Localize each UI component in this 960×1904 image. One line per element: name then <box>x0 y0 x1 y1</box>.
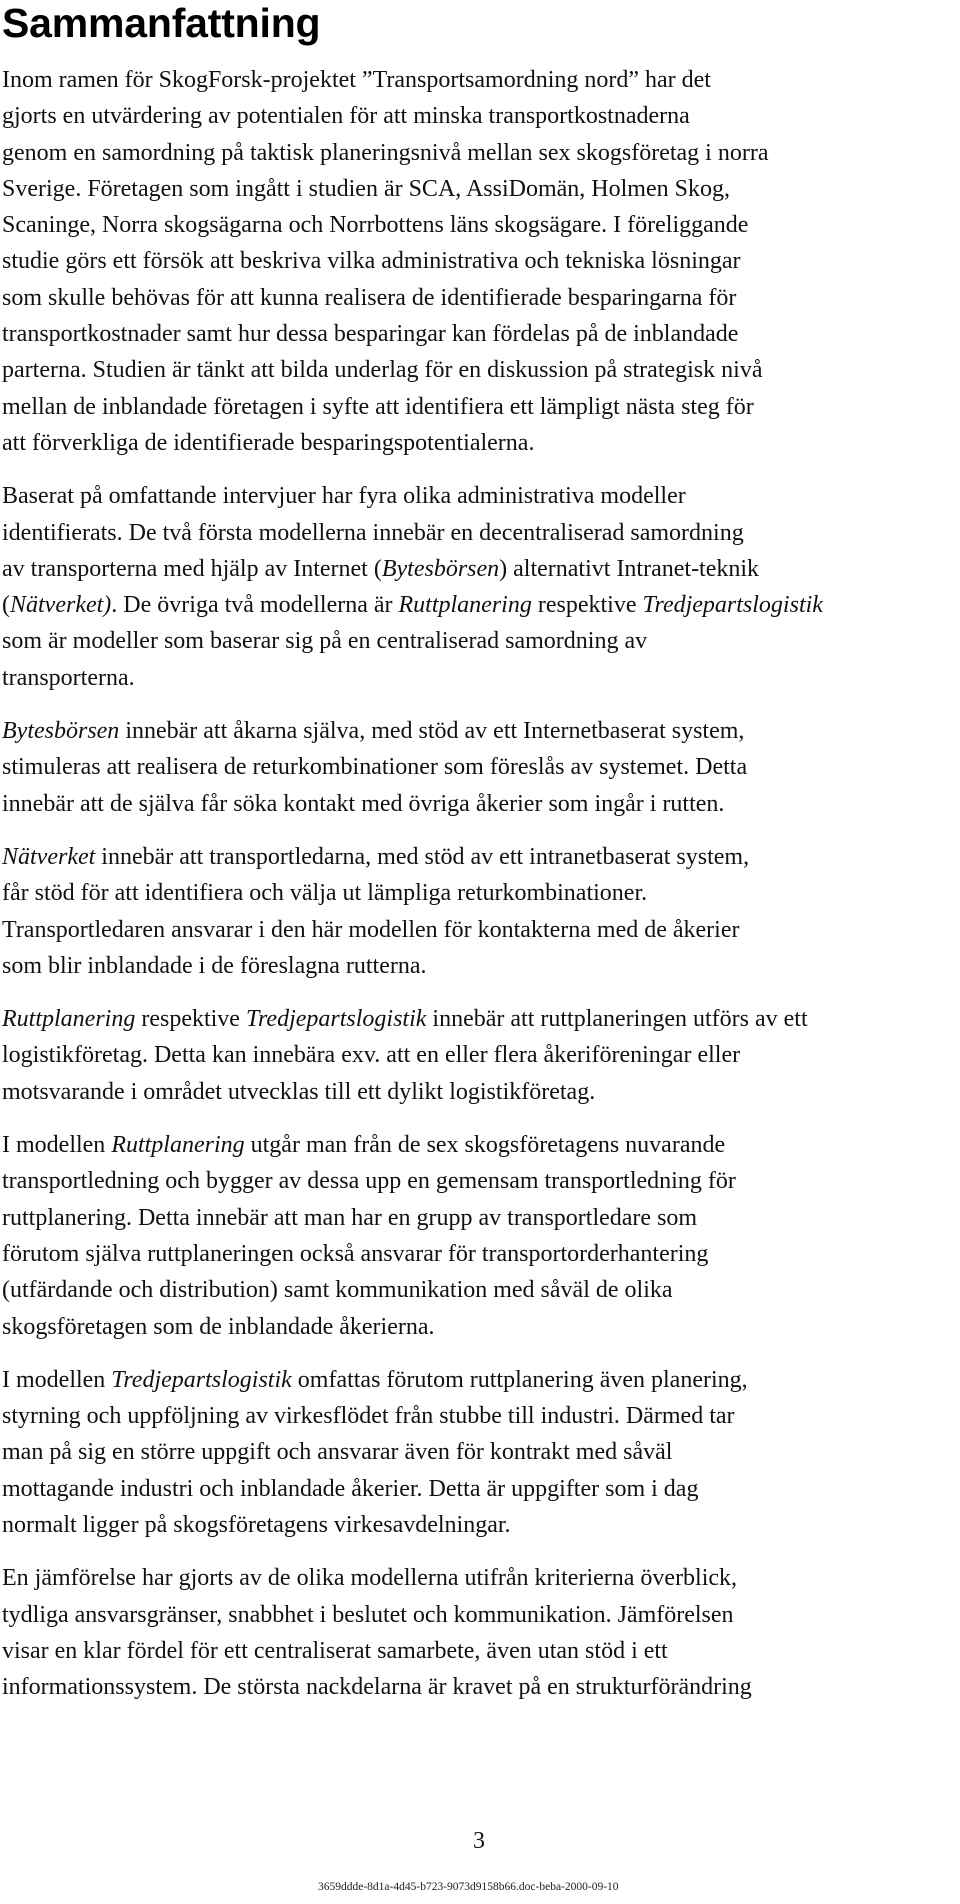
italic-term: Tredjepartslogistik <box>642 592 823 619</box>
italic-term: Bytesbörsen <box>381 555 500 582</box>
text-line <box>2 587 954 623</box>
text-line <box>2 135 954 171</box>
paragraph <box>2 1127 954 1345</box>
text-run: omfattas förutom ruttplanering även planering, <box>291 1366 748 1393</box>
text-line <box>2 660 954 696</box>
text-line <box>2 515 954 551</box>
text-line <box>2 1398 954 1434</box>
text-line <box>2 389 954 425</box>
text-line <box>2 1471 954 1507</box>
text-run: mottagande industri och inblandade åkerier. Detta är uppgifter som i dag <box>2 1475 699 1502</box>
text-run: informationssystem. De största nackdelarna är kravet på en strukturförändring <box>2 1674 752 1701</box>
text-line <box>2 1272 954 1308</box>
text-line <box>2 749 954 785</box>
text-line <box>2 1362 954 1398</box>
text-run: Inom ramen för SkogForsk-projektet ”Transportsamordning nord” har det <box>2 67 711 93</box>
text-run: transportkostnader samt hur dessa besparingar kan fördelas på de inblandade <box>2 321 739 348</box>
text-run: skogsföretagen som de inblandade åkerierna. <box>2 1313 435 1340</box>
text-run: stimuleras att realisera de returkombinationer som föreslås av systemet. Detta <box>2 754 748 781</box>
text-line <box>2 316 954 352</box>
text-line <box>2 62 954 98</box>
summary-body <box>2 62 954 1705</box>
text-line <box>2 352 954 388</box>
text-run: respektive <box>135 1006 246 1033</box>
italic-term: Ruttplanering <box>398 592 532 619</box>
text-run: styrning och uppföljning av virkesflödet från stubbe till industri. Därmed tar <box>2 1403 735 1430</box>
paragraph <box>2 713 954 822</box>
paragraph-gap <box>2 984 954 1001</box>
text-line <box>2 623 954 659</box>
text-run: gjorts en utvärdering av potentialen för att minska transportkostnaderna <box>2 103 690 130</box>
text-run: parterna. Studien är tänkt att bilda underlag för en diskussion på strategisk nivå <box>2 357 763 384</box>
text-line <box>2 280 954 316</box>
text-line <box>2 1200 954 1236</box>
text-line <box>2 1633 954 1669</box>
text-line <box>2 1236 954 1272</box>
italic-term: Ruttplanering <box>111 1132 245 1159</box>
paragraph <box>2 1001 954 1110</box>
text-run: . De övriga två modellerna är <box>111 592 399 619</box>
text-line <box>2 839 954 875</box>
text-run: identifierats. De två första modellerna innebär en decentraliserad samordning <box>2 519 744 546</box>
text-line <box>2 171 954 207</box>
text-run: som är modeller som baserar sig på en centraliserad samordning av <box>2 628 648 655</box>
text-run: transportledning och bygger av dessa upp en gemensam transportledning för <box>2 1168 736 1195</box>
paragraph-gap <box>2 696 954 713</box>
text-run: förutom själva ruttplaneringen också ansvarar för transportorderhantering <box>2 1240 709 1267</box>
paragraph <box>2 1560 954 1705</box>
text-run: mellan de inblandade företagen i syfte att identifiera ett lämpligt nästa steg för <box>2 393 754 420</box>
text-run: Scaninge, Norra skogsägarna och Norrbottens läns skogsägare. I föreliggande <box>2 212 749 239</box>
text-line <box>2 243 954 279</box>
paragraph-gap <box>2 1543 954 1560</box>
text-run: genom en samordning på taktisk planeringsnivå mellan sex skogsföretag i norra <box>2 139 769 166</box>
italic-term: Tredjepartslogistik <box>111 1366 292 1393</box>
text-line <box>2 912 954 948</box>
text-line <box>2 1669 954 1705</box>
text-run: ) alternativt Intranet-teknik <box>499 555 760 582</box>
text-run: tydliga ansvarsgränser, snabbhet i beslutet och kommunikation. Jämförelsen <box>2 1601 734 1628</box>
text-run: Baserat på omfattande intervjuer har fyra olika administrativa modeller <box>2 483 686 510</box>
text-run: transporterna. <box>2 664 135 691</box>
text-run: Sverige. Företagen som ingått i studien är SCA, AssiDomän, Holmen Skog, <box>2 175 730 202</box>
text-run: logistikföretag. Detta kan innebära exv. att en eller flera åkeriföreningar eller <box>2 1042 741 1069</box>
text-run: I modellen <box>2 1132 112 1159</box>
italic-term: Tredjepartslogistik <box>245 1006 427 1033</box>
text-line <box>2 1163 954 1199</box>
text-line <box>2 1001 954 1037</box>
text-run: att förverkliga de identifierade besparingspotentialerna. <box>2 429 535 456</box>
text-run: innebär att åkarna själva, med stöd av ett Internetbaserat system, <box>119 718 745 745</box>
text-run: man på sig en större uppgift och ansvarar även för kontrakt med såväl <box>2 1439 673 1466</box>
page-title: Sammanfattning <box>2 0 321 46</box>
text-run: studie görs ett försök att beskriva vilka administrativa och tekniska lösningar <box>2 248 741 275</box>
text-line <box>2 1309 954 1345</box>
paragraph-gap <box>2 1345 954 1362</box>
text-line <box>2 1507 954 1543</box>
text-run: motsvarande i området utvecklas till ett dylikt logistikföretag. <box>2 1078 596 1105</box>
text-run: normalt ligger på skogsföretagens virkesavdelningar. <box>2 1511 511 1538</box>
text-line <box>2 478 954 514</box>
text-run: visar en klar fördel för ett centraliserat samarbete, även utan stöd i ett <box>2 1637 668 1664</box>
text-line <box>2 786 954 822</box>
paragraph-gap <box>2 1110 954 1127</box>
text-line <box>2 1127 954 1163</box>
text-line <box>2 425 954 461</box>
page-number: 3 <box>473 1828 485 1854</box>
document-id: 3659ddde-8d1a-4d45-b723-9073d9158b66.doc-beba-2000-09-10 <box>318 1881 619 1893</box>
text-line <box>2 551 954 587</box>
paragraph <box>2 62 954 461</box>
text-line <box>2 948 954 984</box>
text-run: En jämförelse har gjorts av de olika modellerna utifrån kriterierna överblick, <box>2 1565 738 1592</box>
paragraph-gap <box>2 461 954 478</box>
text-line <box>2 713 954 749</box>
paragraph <box>2 478 954 696</box>
text-line <box>2 875 954 911</box>
text-run: som blir inblandade i de föreslagna rutterna. <box>2 952 427 979</box>
text-run: (utfärdande och distribution) samt kommunikation med såväl de olika <box>2 1277 673 1304</box>
text-run: Transportledaren ansvarar i den här modellen för kontakterna med de åkerier <box>2 916 740 943</box>
text-line <box>2 1074 954 1110</box>
text-line <box>2 1434 954 1470</box>
text-run: innebär att ruttplaneringen utförs av ett <box>426 1006 808 1033</box>
italic-term: Bytesbörsen <box>2 718 120 745</box>
text-run: av transporterna med hjälp av Internet ( <box>2 555 382 582</box>
italic-term: Nätverket) <box>10 592 112 619</box>
paragraph <box>2 839 954 984</box>
text-line <box>2 1597 954 1633</box>
text-run: I modellen <box>2 1366 112 1393</box>
text-run: får stöd för att identifiera och välja ut lämpliga returkombinationer. <box>2 880 648 907</box>
text-line <box>2 1037 954 1073</box>
text-run: innebär att de själva får söka kontakt med övriga åkerier som ingår i rutten. <box>2 790 725 817</box>
text-run: som skulle behövas för att kunna realisera de identifierade besparingarna för <box>2 284 737 311</box>
text-line <box>2 1560 954 1596</box>
italic-term: Ruttplanering <box>2 1006 136 1033</box>
text-run: ruttplanering. Detta innebär att man har en grupp av transportledare som <box>2 1204 698 1231</box>
text-run: utgår man från de sex skogsföretagens nuvarande <box>244 1132 726 1159</box>
text-line <box>2 98 954 134</box>
text-line <box>2 207 954 243</box>
paragraph <box>2 1362 954 1543</box>
paragraph-gap <box>2 822 954 839</box>
italic-term: Nätverket <box>2 843 96 870</box>
text-run: respektive <box>531 592 643 619</box>
text-run: innebär att transportledarna, med stöd av ett intranetbaserat system, <box>95 843 750 870</box>
text-run: ( <box>2 592 10 619</box>
